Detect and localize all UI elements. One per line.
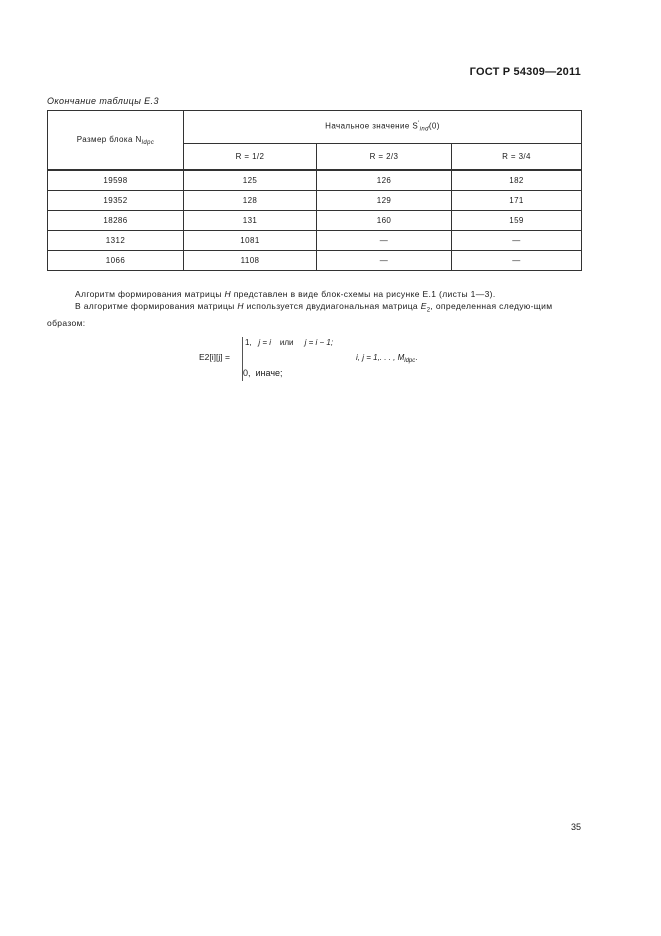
rate-header: R = 2/3 bbox=[317, 144, 452, 171]
p2-var: H bbox=[237, 301, 244, 311]
initial-value-header-prime: ' bbox=[418, 121, 420, 128]
table-cell: 171 bbox=[452, 191, 582, 211]
initial-value-header-subscript: ind bbox=[419, 126, 429, 133]
table-row bbox=[48, 251, 582, 271]
p2-mid: используется двудиагональная матрица bbox=[243, 301, 421, 311]
table-cell: — bbox=[452, 251, 582, 271]
paragraph-algorithm bbox=[47, 288, 582, 300]
p2-var2-sub: 2 bbox=[426, 307, 431, 314]
p2-before: В алгоритме формирования матрицы bbox=[75, 301, 238, 311]
table-row bbox=[48, 211, 582, 231]
p1-before: Алгоритм формирования матрицы bbox=[75, 289, 225, 299]
rate-header: R = 1/2 bbox=[184, 144, 317, 171]
range-end: . bbox=[415, 353, 418, 362]
table-cell: 126 bbox=[317, 170, 452, 191]
case-two-value: 0, bbox=[243, 368, 251, 378]
range-text: i, j = 1,. . . , M bbox=[356, 353, 405, 362]
rate-header: R = 3/4 bbox=[452, 144, 582, 171]
case-one-value: 1, bbox=[245, 338, 252, 347]
page-number: 35 bbox=[571, 822, 582, 832]
data-table bbox=[47, 110, 582, 271]
table-cell: 1081 bbox=[184, 231, 317, 251]
table-cell: 160 bbox=[317, 211, 452, 231]
table-cell: 19352 bbox=[48, 191, 184, 211]
initial-value-header bbox=[184, 111, 582, 144]
formula-case-one bbox=[245, 338, 333, 347]
block-size-header-subscript: ldpc bbox=[141, 139, 155, 146]
case-one-or: или bbox=[279, 338, 294, 347]
table-cell: 131 bbox=[184, 211, 317, 231]
initial-value-header-text: Начальное значение S bbox=[325, 121, 419, 131]
formula-case-two bbox=[243, 368, 283, 378]
table-cell: 1066 bbox=[48, 251, 184, 271]
table-cell: 159 bbox=[452, 211, 582, 231]
table-cell: — bbox=[452, 231, 582, 251]
block-size-header-text: Размер блока N bbox=[76, 134, 142, 144]
p1-var: H bbox=[224, 289, 231, 299]
initial-value-header-suffix: (0) bbox=[428, 121, 440, 131]
p2-var2: E bbox=[420, 301, 427, 311]
table-row bbox=[48, 231, 582, 251]
table-cell: 18286 bbox=[48, 211, 184, 231]
standard-header: ГОСТ Р 54309—2011 bbox=[469, 66, 581, 78]
table-cell: — bbox=[317, 231, 452, 251]
range-sub: ldpc bbox=[404, 358, 416, 364]
p1-after: представлен в виде блок-схемы на рисунке Е.1 (листы 1—3). bbox=[230, 289, 496, 299]
table-cell: 128 bbox=[184, 191, 317, 211]
p2-after: , определенная следую-щим образом: bbox=[47, 301, 553, 328]
case-two-cond: иначе; bbox=[255, 368, 283, 378]
table-row bbox=[48, 170, 582, 191]
block-size-header bbox=[48, 111, 184, 171]
table-cell: — bbox=[317, 251, 452, 271]
table-cell: 182 bbox=[452, 170, 582, 191]
case-one-cond2: j = i − 1; bbox=[304, 338, 334, 347]
table-cell: 1312 bbox=[48, 231, 184, 251]
formula-range bbox=[356, 353, 417, 364]
table-row bbox=[48, 191, 582, 211]
case-one-cond1: j = i bbox=[258, 338, 272, 347]
formula-lhs: E2[i][j] = bbox=[199, 352, 230, 362]
table-cell: 1108 bbox=[184, 251, 317, 271]
table-caption: Окончание таблицы Е.3 bbox=[47, 96, 159, 106]
table-cell: 129 bbox=[317, 191, 452, 211]
paragraph-matrix bbox=[47, 300, 582, 329]
table-cell: 125 bbox=[184, 170, 317, 191]
table-cell: 19598 bbox=[48, 170, 184, 191]
